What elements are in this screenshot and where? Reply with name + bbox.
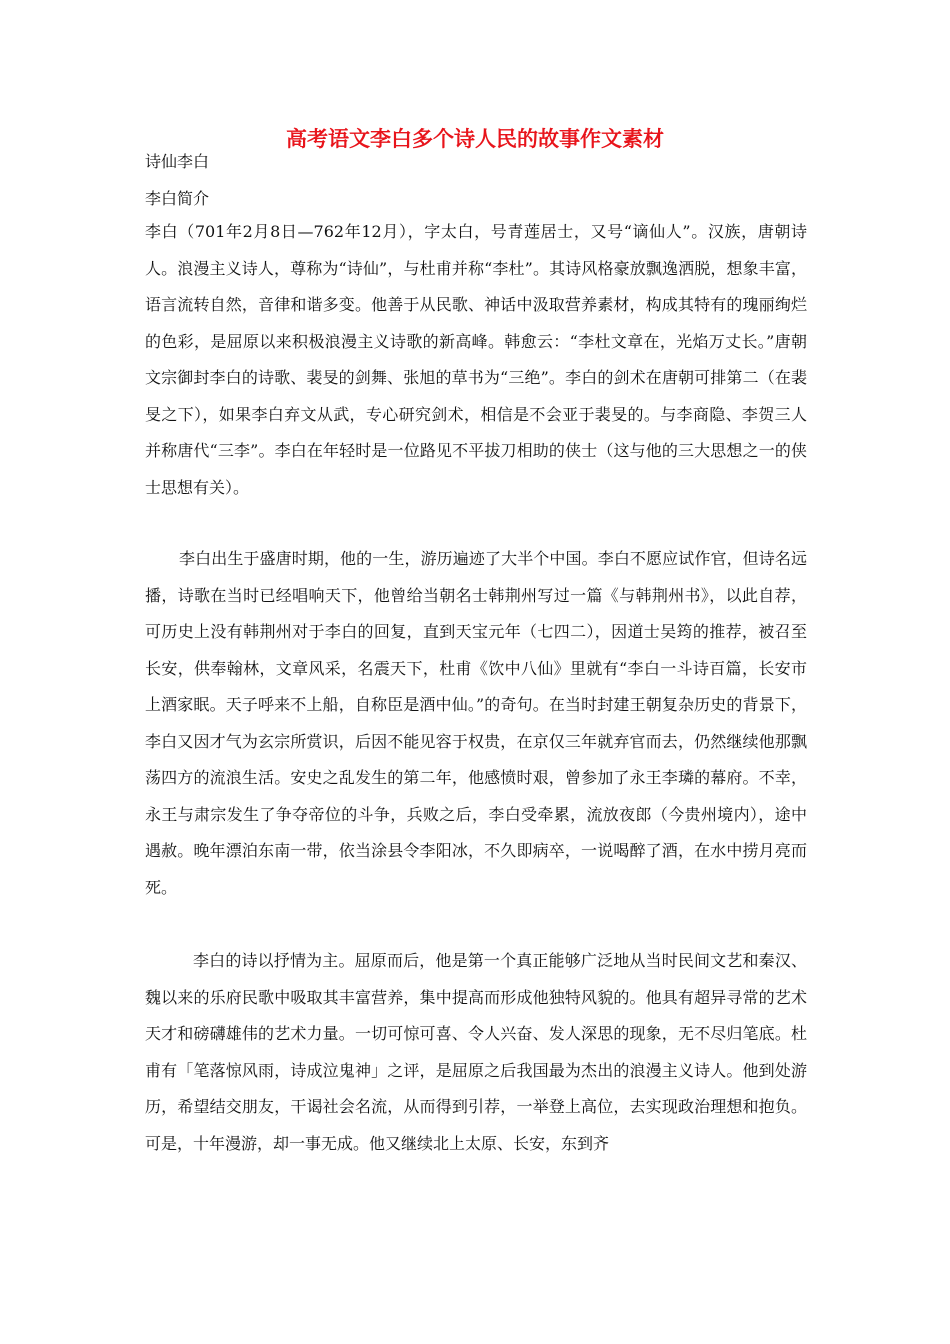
section-heading-biography: 李白简介: [145, 189, 210, 208]
paragraph-introduction: 李白（701年2月8日—762年12月），字太白，号青莲居士，又号“谪仙人”。汉族，唐朝诗人。浪漫主义诗人，尊称为“诗仙”，与杜甫并称“李杜”。其诗风格豪放飘逸洒脱，想象丰富，语言流转自然，音律和谐多变。他善于从民歌、神话中汲取营养素材，构成其特有的瑰丽绚烂的色彩，是屈原以来积极浪漫主义诗歌的新高峰。韩愈云：“李杜文章在，光焰万丈长。”唐朝文宗御封李白的诗歌、裴旻的剑舞、张旭的草书为“三绝”。李白的剑术在唐朝可排第二（在裴旻之下），如果李白弃文从武，专心研究剑术，相信是不会亚于裴旻的。与李商隐、李贺三人并称唐代“三李”。李白在年轻时是一位路见不平拔刀相助的侠士（这与他的三大思想之一的侠士思想有关）。: [145, 222, 807, 497]
paragraph-life: 李白出生于盛唐时期，他的一生，游历遍迹了大半个中国。李白不愿应试作官，但诗名远播，诗歌在当时已经唱响天下，他曾给当朝名士韩荆州写过一篇《与韩荆州书》，以此自荐，可历史上没有韩荆州对于李白的回复，直到天宝元年（七四二），因道士吴筠的推荐，被召至长安，供奉翰林，文章风采，名震天下，杜甫《饮中八仙》里就有“李白一斗诗百篇，长安市上酒家眠。天子呼来不上船，自称臣是酒中仙。”的奇句。在当时封建王朝复杂历史的背景下，李白又因才气为玄宗所赏识，后因不能见容于权贵，在京仅三年就弃官而去，仍然继续他那飘荡四方的流浪生活。安史之乱发生的第二年，他感愤时艰，曾参加了永王李璘的幕府。不幸，永王与肃宗发生了争夺帝位的斗争，兵败之后，李白受牵累，流放夜郎（今贵州境内），途中遇赦。晚年漂泊东南一带，依当涂县令李阳冰，不久即病卒，一说喝醉了酒，在水中捞月亮而死。: [145, 549, 807, 897]
section-heading-poet-immortal: 诗仙李白: [145, 152, 210, 171]
document-title: 高考语文李白多个诗人民的故事作文素材: [286, 127, 664, 151]
paragraph-poetry: 李白的诗以抒情为主。屈原而后，他是第一个真正能够广泛地从当时民间文艺和秦汉、魏以来的乐府民歌中吸取其丰富营养，集中提高而形成他独特风貌的。他具有超异寻常的艺术天才和磅礴雄伟的艺术力量。一切可惊可喜、令人兴奋、发人深思的现象，无不尽归笔底。杜甫有「笔落惊风雨，诗成泣鬼神」之评，是屈原之后我国最为杰出的浪漫主义诗人。他到处游历，希望结交朋友，干谒社会名流，从而得到引荐，一举登上高位，去实现政治理想和抱负。可是，十年漫游，却一事无成。他又继续北上太原、长安，东到齐: [145, 951, 807, 1153]
